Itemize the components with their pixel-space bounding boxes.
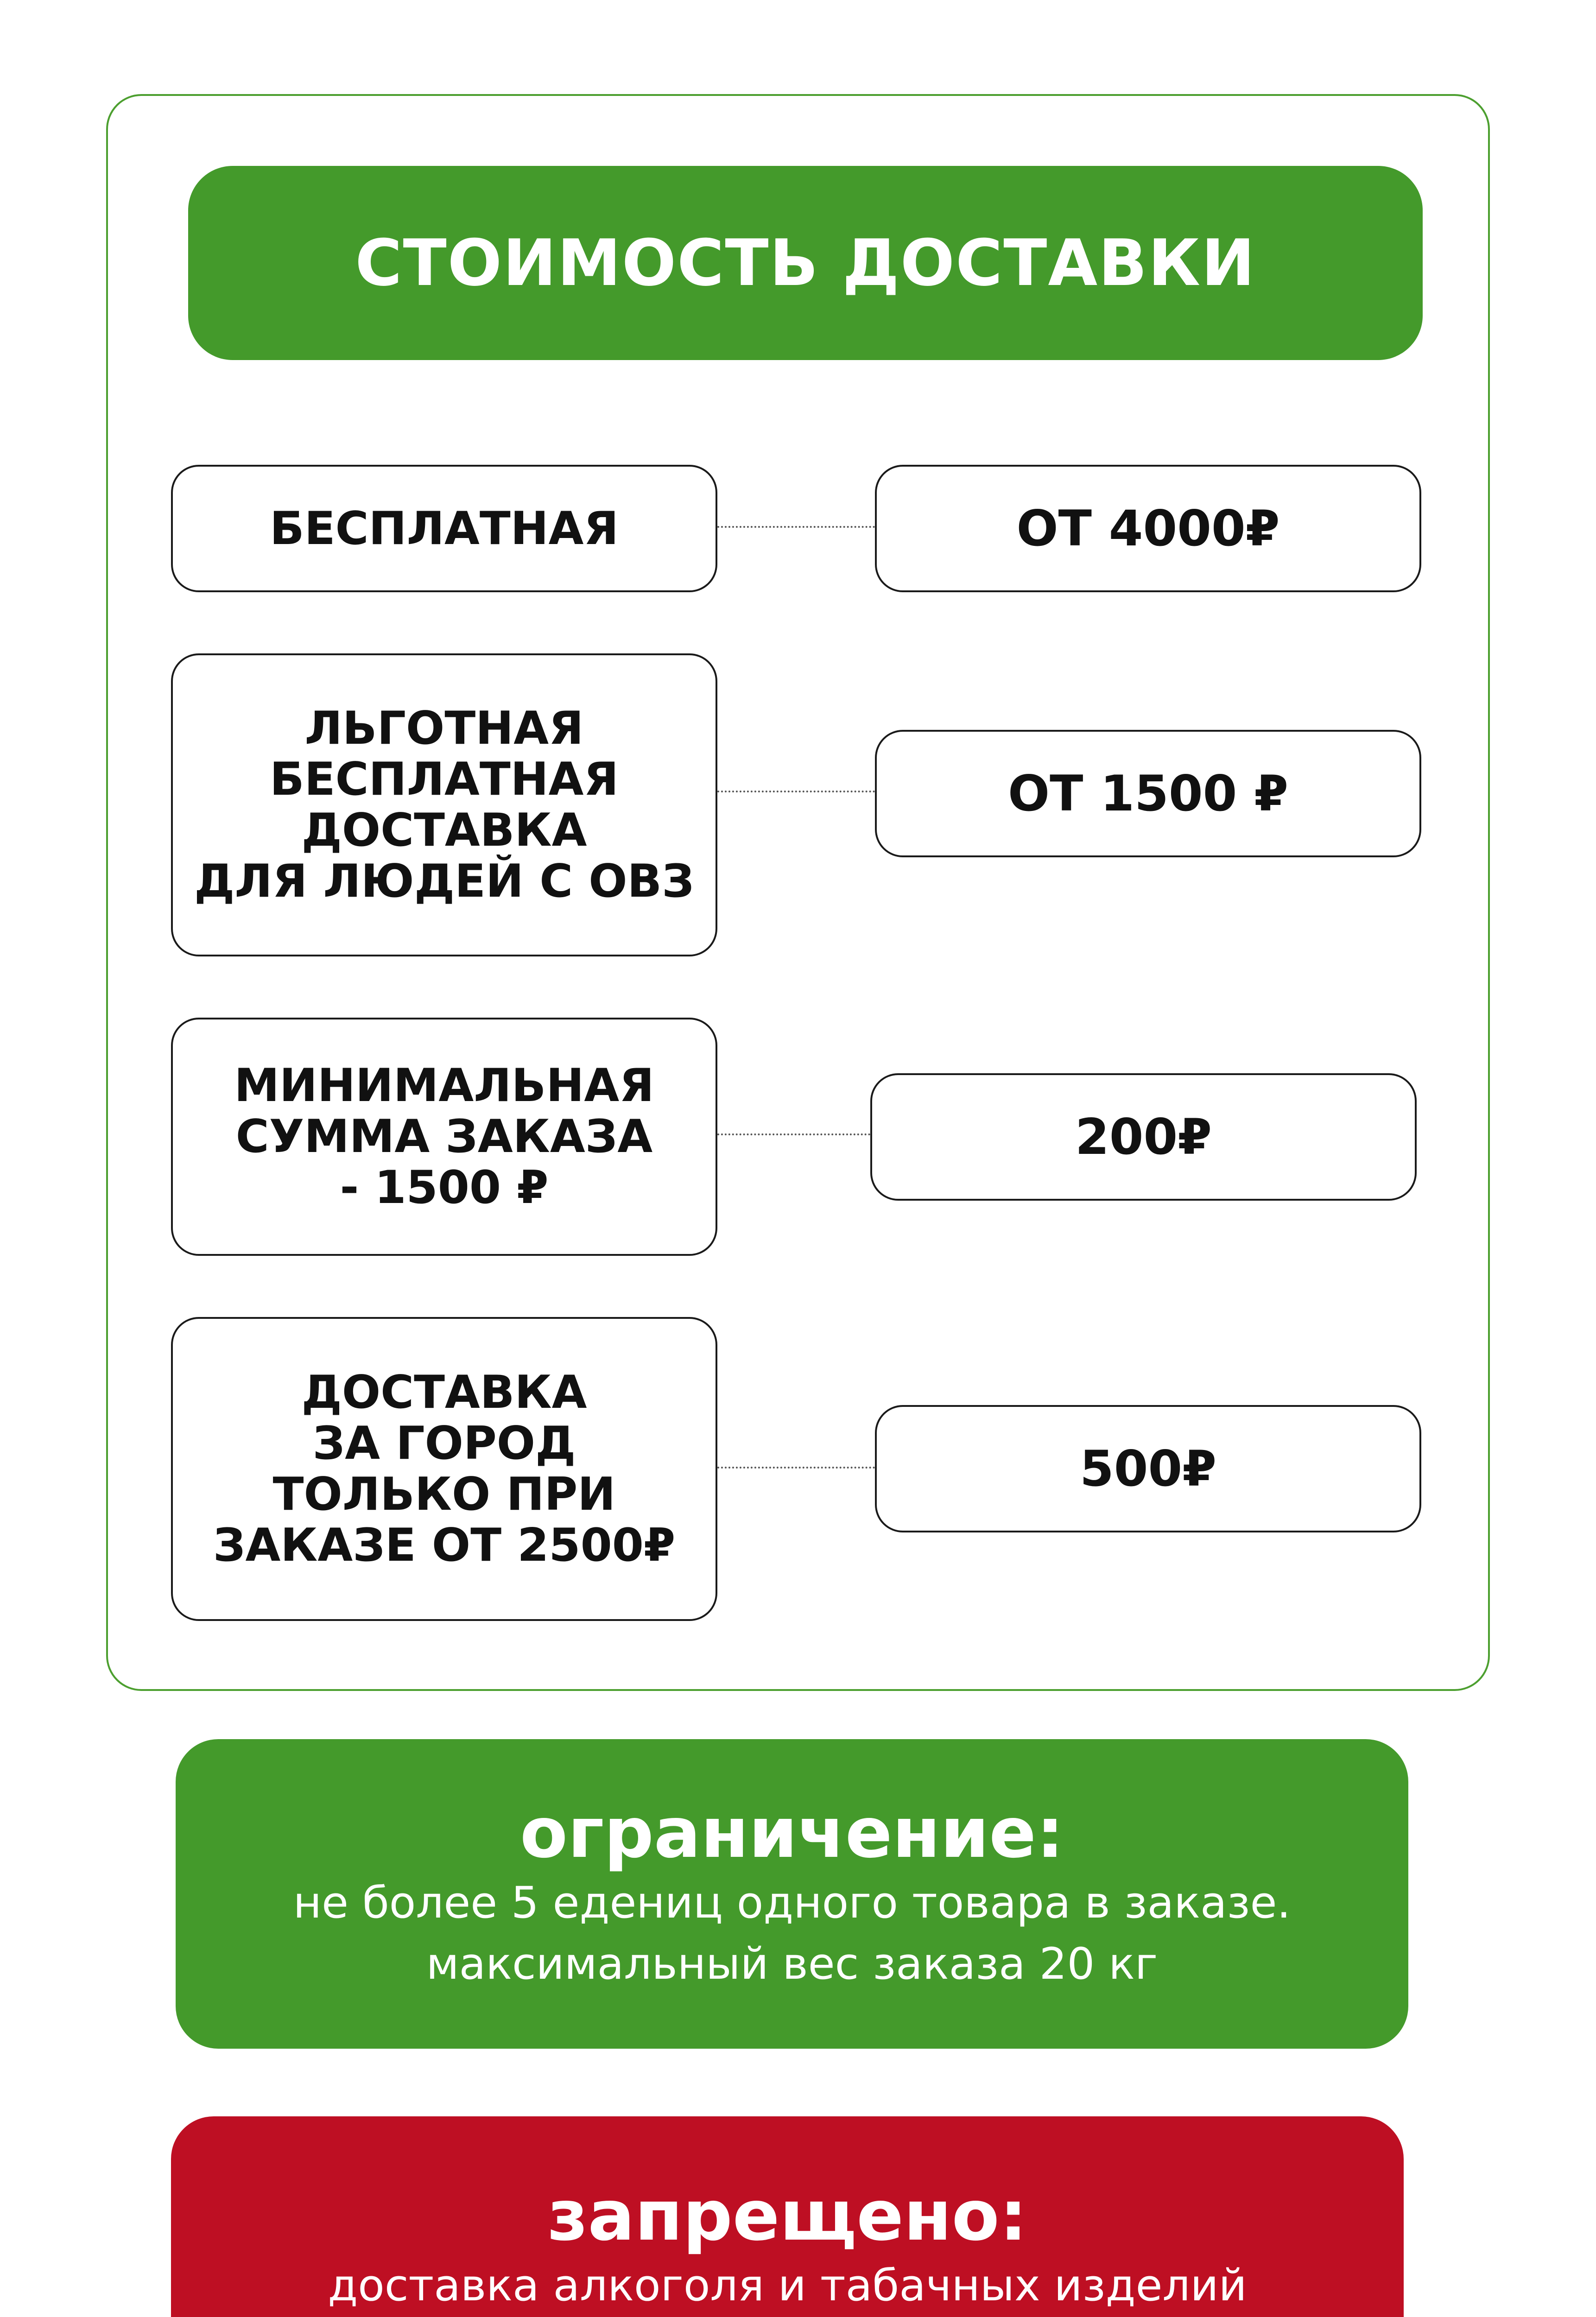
row-connector bbox=[717, 1133, 870, 1135]
forbidden-title: запрещено: bbox=[547, 2176, 1027, 2256]
row-label: МИНИМАЛЬНАЯ СУММА ЗАКАЗА - 1500 ₽ bbox=[234, 1059, 654, 1214]
row-label: БЕСПЛАТНАЯ bbox=[270, 502, 619, 555]
forbidden-notice bbox=[171, 2116, 1404, 2317]
limit-notice bbox=[176, 1739, 1408, 2049]
row-price: ОТ 4000₽ bbox=[1016, 500, 1280, 557]
row-disabled-price-box bbox=[875, 730, 1421, 857]
delivery-cost-header bbox=[188, 166, 1423, 360]
row-price: ОТ 1500 ₽ bbox=[1008, 765, 1288, 822]
limit-body: не более 5 едениц одного товара в заказе. максимальный вес заказа 20 кг bbox=[293, 1878, 1291, 1989]
page-title: СТОИМОСТЬ ДОСТАВКИ bbox=[355, 226, 1256, 300]
row-outside-city-price-box bbox=[875, 1405, 1421, 1532]
row-connector bbox=[717, 526, 875, 528]
limit-title: ограничение: bbox=[520, 1793, 1064, 1874]
row-disabled-label-box bbox=[171, 653, 717, 956]
row-minimum-price-box bbox=[870, 1073, 1417, 1201]
row-minimum-label-box bbox=[171, 1018, 717, 1256]
row-outside-city-label-box bbox=[171, 1317, 717, 1621]
row-free-price-box bbox=[875, 465, 1421, 592]
forbidden-body: доставка алкоголя и табачных изделий bbox=[328, 2260, 1247, 2311]
row-price: 200₽ bbox=[1075, 1108, 1212, 1165]
row-price: 500₽ bbox=[1079, 1440, 1217, 1497]
row-connector bbox=[717, 791, 875, 792]
row-connector bbox=[717, 1467, 875, 1469]
row-free-label-box bbox=[171, 465, 717, 592]
row-label: ДОСТАВКА ЗА ГОРОД ТОЛЬКО ПРИ ЗАКАЗЕ ОТ 2500₽ bbox=[213, 1366, 676, 1572]
row-label: ЛЬГОТНАЯ БЕСПЛАТНАЯ ДОСТАВКА ДЛЯ ЛЮДЕЙ С ОВЗ bbox=[194, 702, 694, 908]
